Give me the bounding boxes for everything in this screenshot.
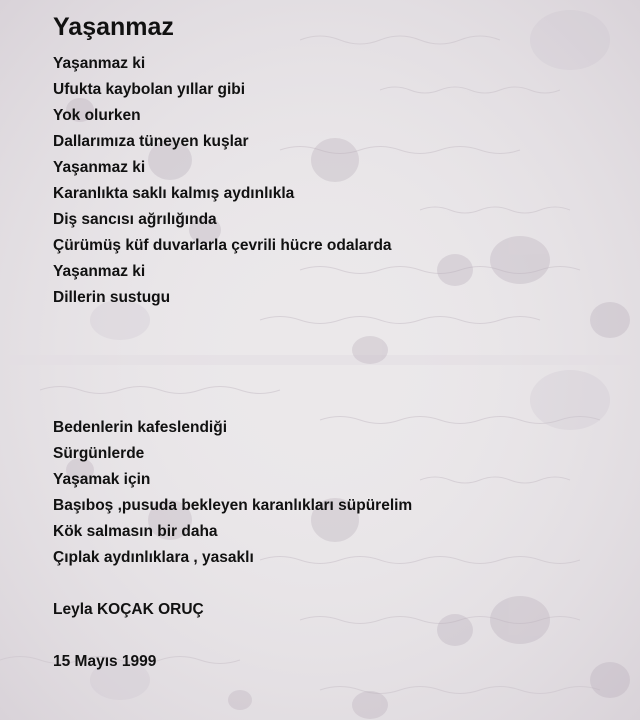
poem-line: Yaşanmaz ki xyxy=(53,263,146,280)
poem-line: Ufukta kaybolan yıllar gibi xyxy=(53,81,246,98)
stanza-1 xyxy=(53,51,412,311)
poem-line: Başıboş ,pusuda bekleyen karanlıkları süpürelim xyxy=(53,497,413,514)
poem-line: Yaşanmaz ki xyxy=(53,55,146,72)
poem-line: Çürümüş küf duvarlarla çevrili hücre odalarda xyxy=(53,237,392,254)
poem-line: Yaşamak için xyxy=(53,471,151,488)
poem-line: Sürgünlerde xyxy=(53,445,145,462)
poem-container xyxy=(53,10,412,675)
poem-line: Yaşanmaz ki xyxy=(53,159,146,176)
author-block xyxy=(53,597,412,623)
poem-line: Bedenlerin kafeslendiği xyxy=(53,419,227,436)
poem-line: Çıplak aydınlıklara , yasaklı xyxy=(53,549,254,566)
poem-title: Yaşanmaz xyxy=(53,13,174,41)
poem-line: Diş sancısı ağrılığında xyxy=(53,211,217,228)
poem-line: Yok olurken xyxy=(53,107,141,124)
poem-line: Dillerin sustugu xyxy=(53,289,171,306)
poem-line: Karanlıkta saklı kalmış aydınlıkla xyxy=(53,185,295,202)
poem-line: Kök salmasın bir daha xyxy=(53,523,218,540)
poem-line: Dallarımıza tüneyen kuşlar xyxy=(53,133,249,150)
date-block xyxy=(53,649,412,675)
poem-author: Leyla KOÇAK ORUÇ xyxy=(53,601,204,618)
stanza-2 xyxy=(53,415,412,571)
poem-date: 15 Mayıs 1999 xyxy=(53,653,157,670)
